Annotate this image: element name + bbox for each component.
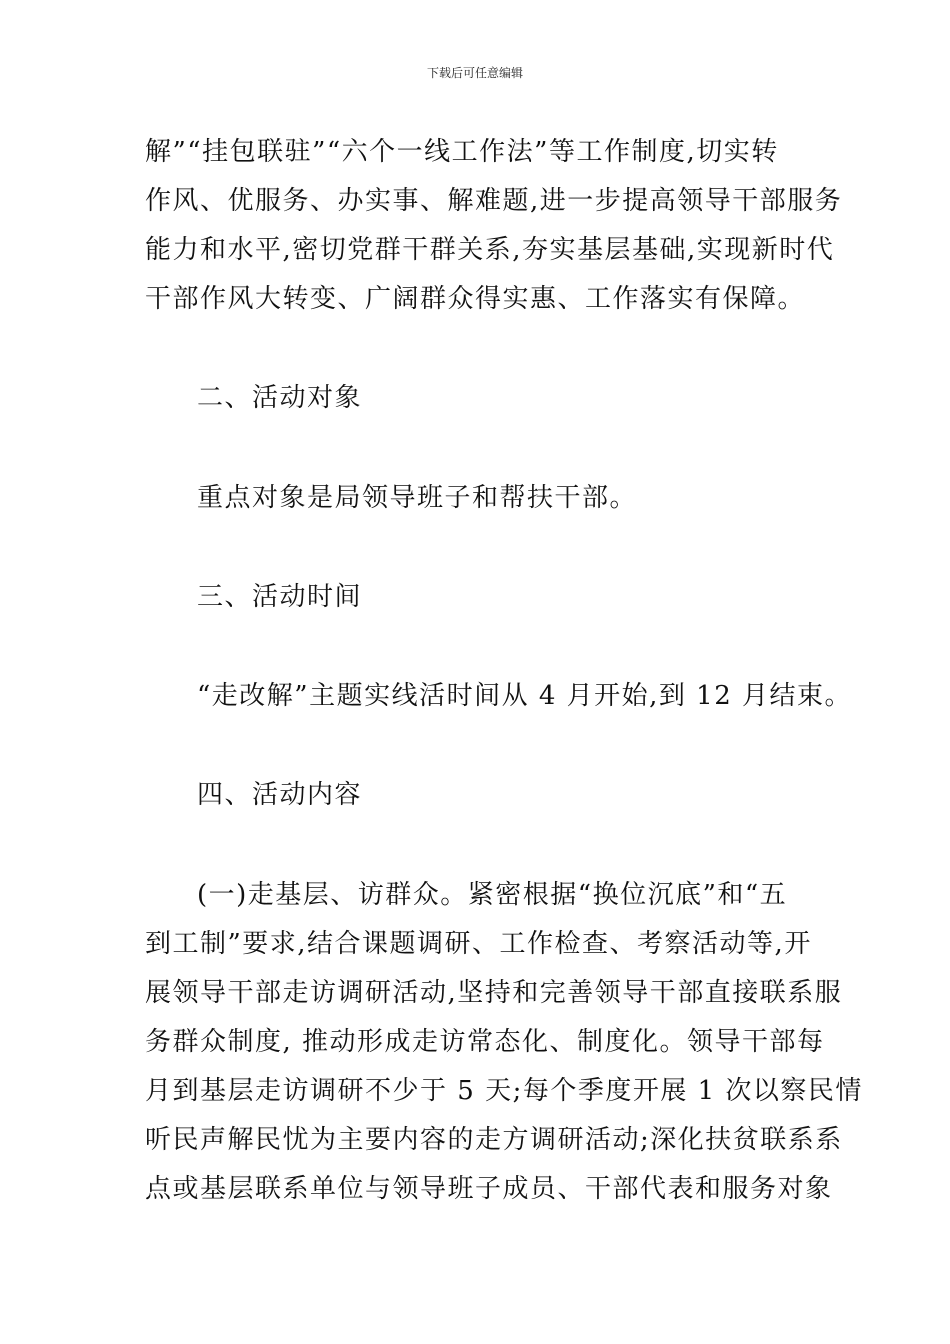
section-heading: 二、活动对象 bbox=[197, 383, 363, 413]
page-header: 下载后可任意编辑 bbox=[426, 66, 523, 80]
paragraph-line: “走改解”主题实线活时间从 4 月开始,到 12 月结束。 bbox=[197, 681, 853, 711]
paragraph-line: 月到基层走访调研不少于 5 天;每个季度开展 1 次以察民情 bbox=[145, 1076, 863, 1106]
paragraph-line: 解”“挂包联驻”“六个一线工作法”等工作制度,切实转 bbox=[145, 137, 779, 167]
paragraph-line: 作风、优服务、办实事、解难题,进一步提高领导干部服务 bbox=[145, 186, 843, 216]
paragraph-1 bbox=[145, 128, 843, 324]
paragraph-4 bbox=[145, 871, 863, 1214]
paragraph-line: 能力和水平,密切党群干群关系,夯实基层基础,实现新时代 bbox=[145, 235, 835, 265]
paragraph-line: 点或基层联系单位与领导班子成员、干部代表和服务对象 bbox=[145, 1174, 833, 1204]
paragraph-line: 听民声解民忧为主要内容的走方调研活动;深化扶贫联系系 bbox=[145, 1125, 843, 1155]
paragraph-3 bbox=[145, 672, 853, 721]
section-heading: 三、活动时间 bbox=[197, 582, 363, 612]
paragraph-line: 到工制”要求,结合课题调研、工作检查、考察活动等,开 bbox=[145, 929, 812, 959]
section-heading-4-container bbox=[145, 771, 810, 820]
paragraph-line: 干部作风大转变、广阔群众得实惠、工作落实有保障。 bbox=[145, 284, 806, 314]
paragraph-2 bbox=[145, 474, 810, 523]
section-heading-3-container bbox=[145, 573, 810, 622]
paragraph-line: 重点对象是局领导班子和帮扶干部。 bbox=[197, 483, 638, 513]
paragraph-line: (一)走基层、访群众。紧密根据“换位沉底”和“五 bbox=[197, 880, 788, 910]
section-heading-2-container bbox=[145, 374, 810, 423]
paragraph-line: 务群众制度, 推动形成走访常态化、制度化。领导干部每 bbox=[145, 1027, 825, 1057]
section-heading: 四、活动内容 bbox=[197, 780, 363, 810]
paragraph-line: 展领导干部走访调研活动,坚持和完善领导干部直接联系服 bbox=[145, 978, 843, 1008]
